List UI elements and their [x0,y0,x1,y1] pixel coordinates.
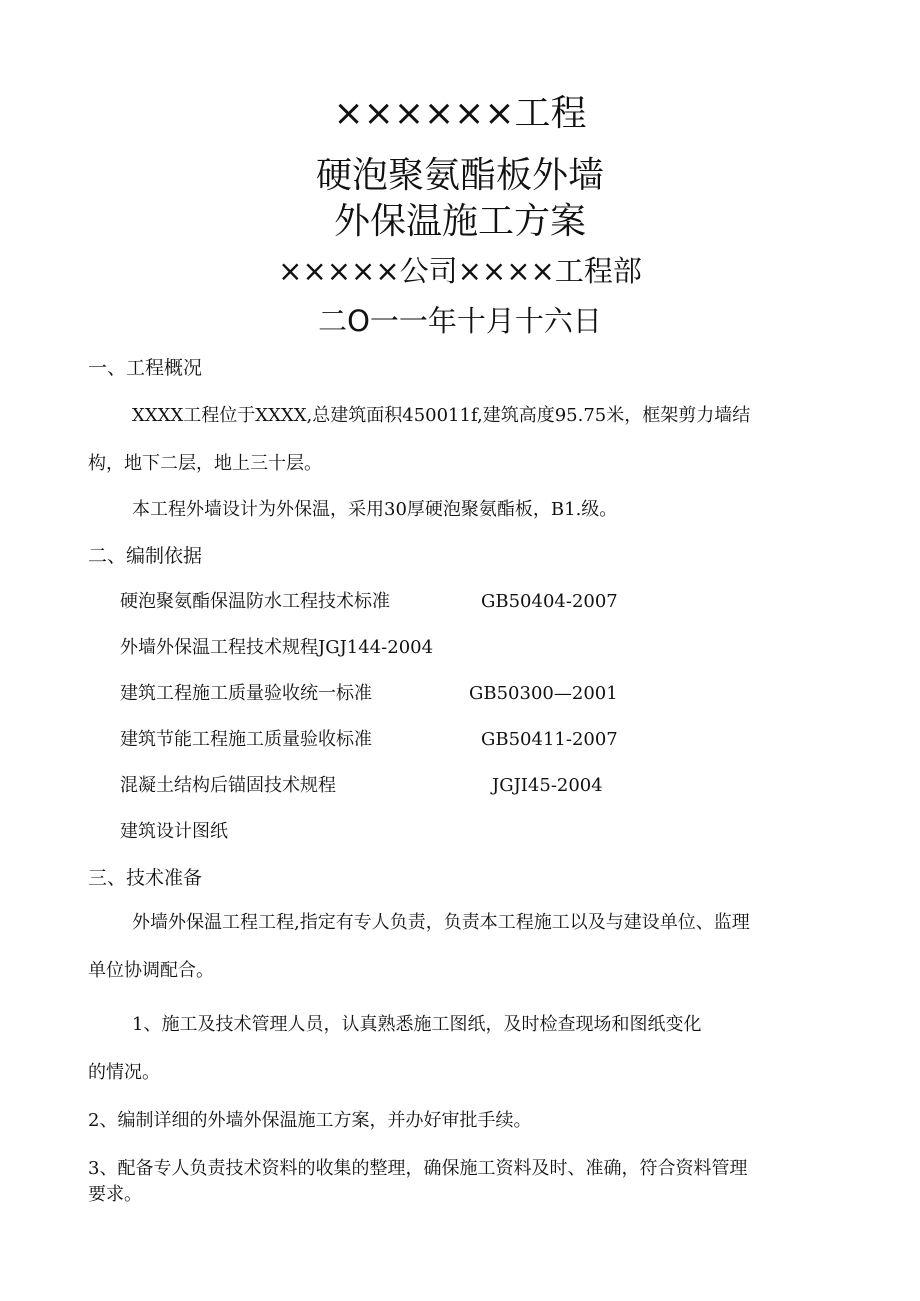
section3-paragraph1-line1: 外墙外保温工程工程,指定有专人负责，负责本工程施工以及与建设单位、监理 [132,912,750,933]
document-title-line1: 硬泡聚氨酯板外墙 [315,155,604,196]
section3-item3-line2: 要求。 [88,1184,142,1205]
document-date: 二O一一年十月十六日 [318,304,602,338]
section3-item1-line2: 的情况。 [88,1062,160,1083]
reference-code: JGJI45-2004 [492,775,603,796]
reference-name: 硬泡聚氨酯保温防水工程技术标准 [120,591,390,612]
reference-code: GB50411-2007 [481,729,618,750]
reference-name: 建筑节能工程施工质量验收标准 [120,729,372,750]
section3-item2: 2、编制详细的外墙外保温施工方案，并办好审批手续。 [88,1110,532,1131]
section2-heading: 二、编制依据 [88,545,203,567]
section1-paragraph1-line2: 构，地下二层，地上三十层。 [88,453,322,474]
reference-name: 建筑设计图纸 [120,821,228,842]
section1-heading: 一、工程概况 [88,357,203,379]
section1-paragraph1-line1: XXXX工程位于XXXX,总建筑面积450011f,建筑高度95.75米，框架剪力墙结 [132,405,751,426]
section3-item3-line1: 3、配备专人负责技术资料的收集的整理，确保施工资料及时、准确，符合资料管理 [88,1158,748,1179]
document-title-line2: 外保温施工方案 [333,201,586,242]
reference-name: 建筑工程施工质量验收统一标准 [120,683,372,704]
section3-paragraph1-line2: 单位协调配合。 [88,960,214,981]
section3-heading: 三、技术准备 [88,867,203,889]
section3-item1-line1: 1、施工及技术管理人员，认真熟悉施工图纸，及时检查现场和图纸变化 [132,1014,702,1035]
reference-name: 混凝土结构后锚固技术规程 [120,775,336,796]
company-name: ×××××公司××××工程部 [278,254,642,288]
section1-paragraph2: 本工程外墙设计为外保温，采用30厚硬泡聚氨酯板，B1.级。 [132,499,618,520]
project-title: ××××××工程 [333,93,587,134]
reference-code: GB50404-2007 [481,591,618,612]
reference-code: GB50300—2001 [469,683,618,704]
reference-name: 外墙外保温工程技术规程JGJ144-2004 [120,637,434,658]
